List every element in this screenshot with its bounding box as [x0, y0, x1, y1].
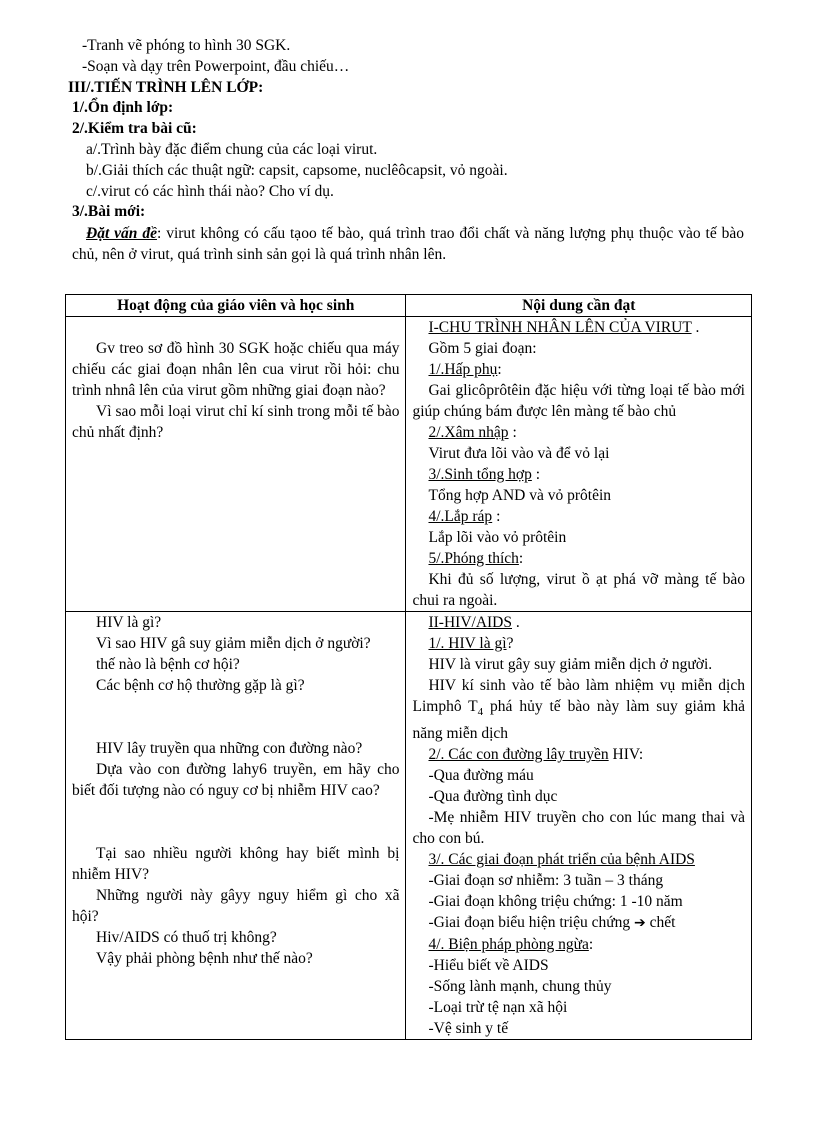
row1-right-cell: I-CHU TRÌNH NHÂN LÊN CỦA VIRUT . Gồm 5 giai đoạn: 1/.Hấp phụ: Gai glicôprôtêin đặc hiệu với từng loại tế bào mới giúp chúng bám được lên màng tế bào chủ 2/.Xâm nhập : Virut đưa lõi vào và để vỏ lại 3/.Sinh tổng hợp : Tổng hợp AND và vỏ prôtêin 4/.Lắp ráp : Lắp lõi vào vỏ prôtêin 5/.Phóng thích: Khi đủ số lượng, virut ồ ạt phá vỡ màng tế bào chui ra ngoài. — [406, 317, 752, 612]
intro-label: Đặt vấn đề — [86, 225, 157, 243]
material-item: -Soạn và dạy trên Powerpoint, đầu chiếu… — [82, 57, 350, 75]
content-text: Virut đưa lõi vào và để vỏ lại — [428, 445, 610, 462]
list-item: -Qua đường máu — [428, 767, 534, 785]
teacher-question: HIV lây truyền qua những con đường nào? — [96, 740, 363, 757]
list-item: -Vệ sinh y tế — [428, 1020, 509, 1038]
step-2-heading: 2/.Kiểm tra bài cũ: — [72, 120, 197, 138]
teacher-question: Vì sao HIV gâ suy giảm miễn dịch ở người? — [96, 635, 371, 652]
subsection-title: 3/.Sinh tổng hợp — [428, 466, 532, 483]
content-text: Gai glicôprôtêin đặc hiệu với từng loại tế bào mới giúp chúng bám được lên màng tế bào chủ — [412, 382, 745, 420]
list-item: -Hiểu biết về AIDS — [428, 957, 549, 975]
content-text: HIV là virut gây suy giảm miễn dịch ở người. — [428, 656, 713, 673]
teacher-question: Những người này gâyy nguy hiểm gì cho xã hội? — [72, 887, 400, 925]
teacher-question: Dựa vào con đường lahy6 truyền, em hãy cho biết đối tượng nào có nguy cơ bị nhiễm HIV cao? — [72, 761, 400, 799]
header-left: Hoạt động của giáo viên và học sinh — [66, 295, 406, 317]
row2-right-cell: II-HIV/AIDS . 1/. HIV là gì? HIV là virut gây suy giảm miễn dịch ở người. HIV kí sinh vào tế bào làm nhiệm vụ miễn dịch Limphô $T_4$ phá hủy tế bào này làm suy giảm khả năng miễn dịch 2/. Các con đường lây truyền HIV: -Qua đường máu -Qua đường tình dục -Mẹ nhiễm HIV truyền cho con lúc mang thai và cho con bú. 3/. Các giai đoạn phát triển của bệnh AIDS -Giai đoạn sơ nhiễm: 3 tuần – 3 tháng -Giai đoạn không triệu chứng: 1 -10 năm -Giai đoạn biểu hiện triệu chứng ➔ chết 4/. Biện pháp phòng ngừa: -Hiểu biết về AIDS -Sống lành mạnh, chung thủy -Loại trừ tệ nạn xã hội -Vệ sinh y tế — [406, 612, 752, 1040]
content-text: Khi đủ số lượng, virut ồ ạt phá vỡ màng tế bào chui ra ngoài. — [412, 571, 745, 609]
intro-paragraph — [68, 223, 744, 265]
list-item: -Giai đoạn biểu hiện triệu chứng ➔ chết — [428, 914, 676, 932]
step-3-heading: 3/.Bài mới: — [72, 203, 146, 221]
lesson-intro — [68, 36, 744, 265]
subsection-title: 1/. HIV là gì — [428, 635, 507, 652]
lesson-table — [65, 294, 752, 1040]
subsection-title: 2/.Xâm nhập — [428, 424, 509, 441]
subsection-title: 4/. Biện pháp phòng ngừa — [428, 936, 589, 954]
teacher-activity: Gv treo sơ đồ hình 30 SGK hoặc chiếu qua máy chiếu các giai đoạn nhân lên cua virut rồi hỏi: chu trình nhnâ lên của virut gồm những giai đoạn nào? — [72, 340, 400, 399]
arrow-right-icon: ➔ — [634, 915, 646, 932]
subsection-title: 2/. Các con đường lây truyền — [428, 746, 609, 764]
teacher-question: Hiv/AIDS có thuố trị không? — [96, 929, 277, 946]
table-row — [66, 317, 752, 612]
section-heading: III/.TIẾN TRÌNH LÊN LỚP: — [68, 78, 264, 96]
list-item: -Sống lành mạnh, chung thủy — [428, 978, 612, 996]
teacher-activity: Vì sao mỗi loại virut chỉ kí sinh trong mỗi tế bào chủ nhất định? — [72, 403, 400, 441]
subsection-title: 4/.Lắp ráp — [428, 508, 493, 525]
content-text: Tổng hợp AND và vỏ prôtêin — [428, 487, 612, 504]
table-row — [66, 612, 752, 1040]
header-right: Nội dung cần đạt — [406, 295, 752, 317]
subsection-title: 1/.Hấp phụ — [428, 361, 498, 378]
step-1-heading: 1/.Ổn định lớp: — [72, 99, 174, 117]
material-item: -Tranh vẽ phóng to hình 30 SGK. — [82, 37, 291, 54]
list-item: -Qua đường tình dục — [428, 788, 558, 806]
content-text: HIV kí sinh vào tế bào làm nhiệm vụ miễn dịch Limphô $T_4$ phá hủy tế bào này làm suy giảm khả năng miễn dịch — [412, 677, 745, 743]
teacher-question: Tại sao nhiều người không hay biết mình bị nhiễm HIV? — [72, 845, 400, 883]
teacher-question: thế nào là bệnh cơ hội? — [96, 656, 240, 673]
review-question: c/.virut có các hình thái nào? Cho ví dụ. — [86, 182, 334, 200]
list-item: -Loại trừ tệ nạn xã hội — [428, 999, 568, 1017]
teacher-question: HIV là gì? — [96, 614, 162, 631]
section-title: I-CHU TRÌNH NHÂN LÊN CỦA VIRUT — [428, 319, 692, 336]
teacher-question: Vậy phải phòng bệnh như thế nào? — [96, 950, 313, 967]
row1-left-cell — [66, 317, 406, 612]
list-item: -Mẹ nhiễm HIV truyền cho con lúc mang thai và cho con bú. — [412, 809, 745, 848]
content-text: Gồm 5 giai đoạn: — [428, 340, 537, 357]
content-text: Lắp lõi vào vỏ prôtêin — [428, 529, 567, 546]
list-item: -Giai đoạn sơ nhiễm: 3 tuần – 3 tháng — [428, 872, 664, 890]
intro-text: : virut không có cấu tạoo tế bào, quá trình trao đổi chất và năng lượng phụ thuộc vào tế bào chủ, nên ở virut, quá trình sinh sản gọi là quá trình nhân lên. — [72, 225, 745, 264]
subsection-title: 3/. Các giai đoạn phát triển của bệnh AIDS — [428, 851, 695, 869]
teacher-question: Các bệnh cơ hộ thường gặp là gì? — [96, 677, 305, 694]
subsection-title: 5/.Phóng thích — [428, 550, 519, 567]
table-header-row — [66, 295, 752, 317]
section-title: II-HIV/AIDS — [428, 614, 512, 631]
review-question: b/.Giải thích các thuật ngữ: capsit, capsome, nuclêôcapsit, vỏ ngoài. — [86, 161, 508, 179]
row2-left-cell — [66, 612, 406, 1040]
list-item: -Giai đoạn không triệu chứng: 1 -10 năm — [428, 893, 683, 911]
review-question: a/.Trình bày đặc điểm chung của các loại virut. — [86, 140, 378, 158]
